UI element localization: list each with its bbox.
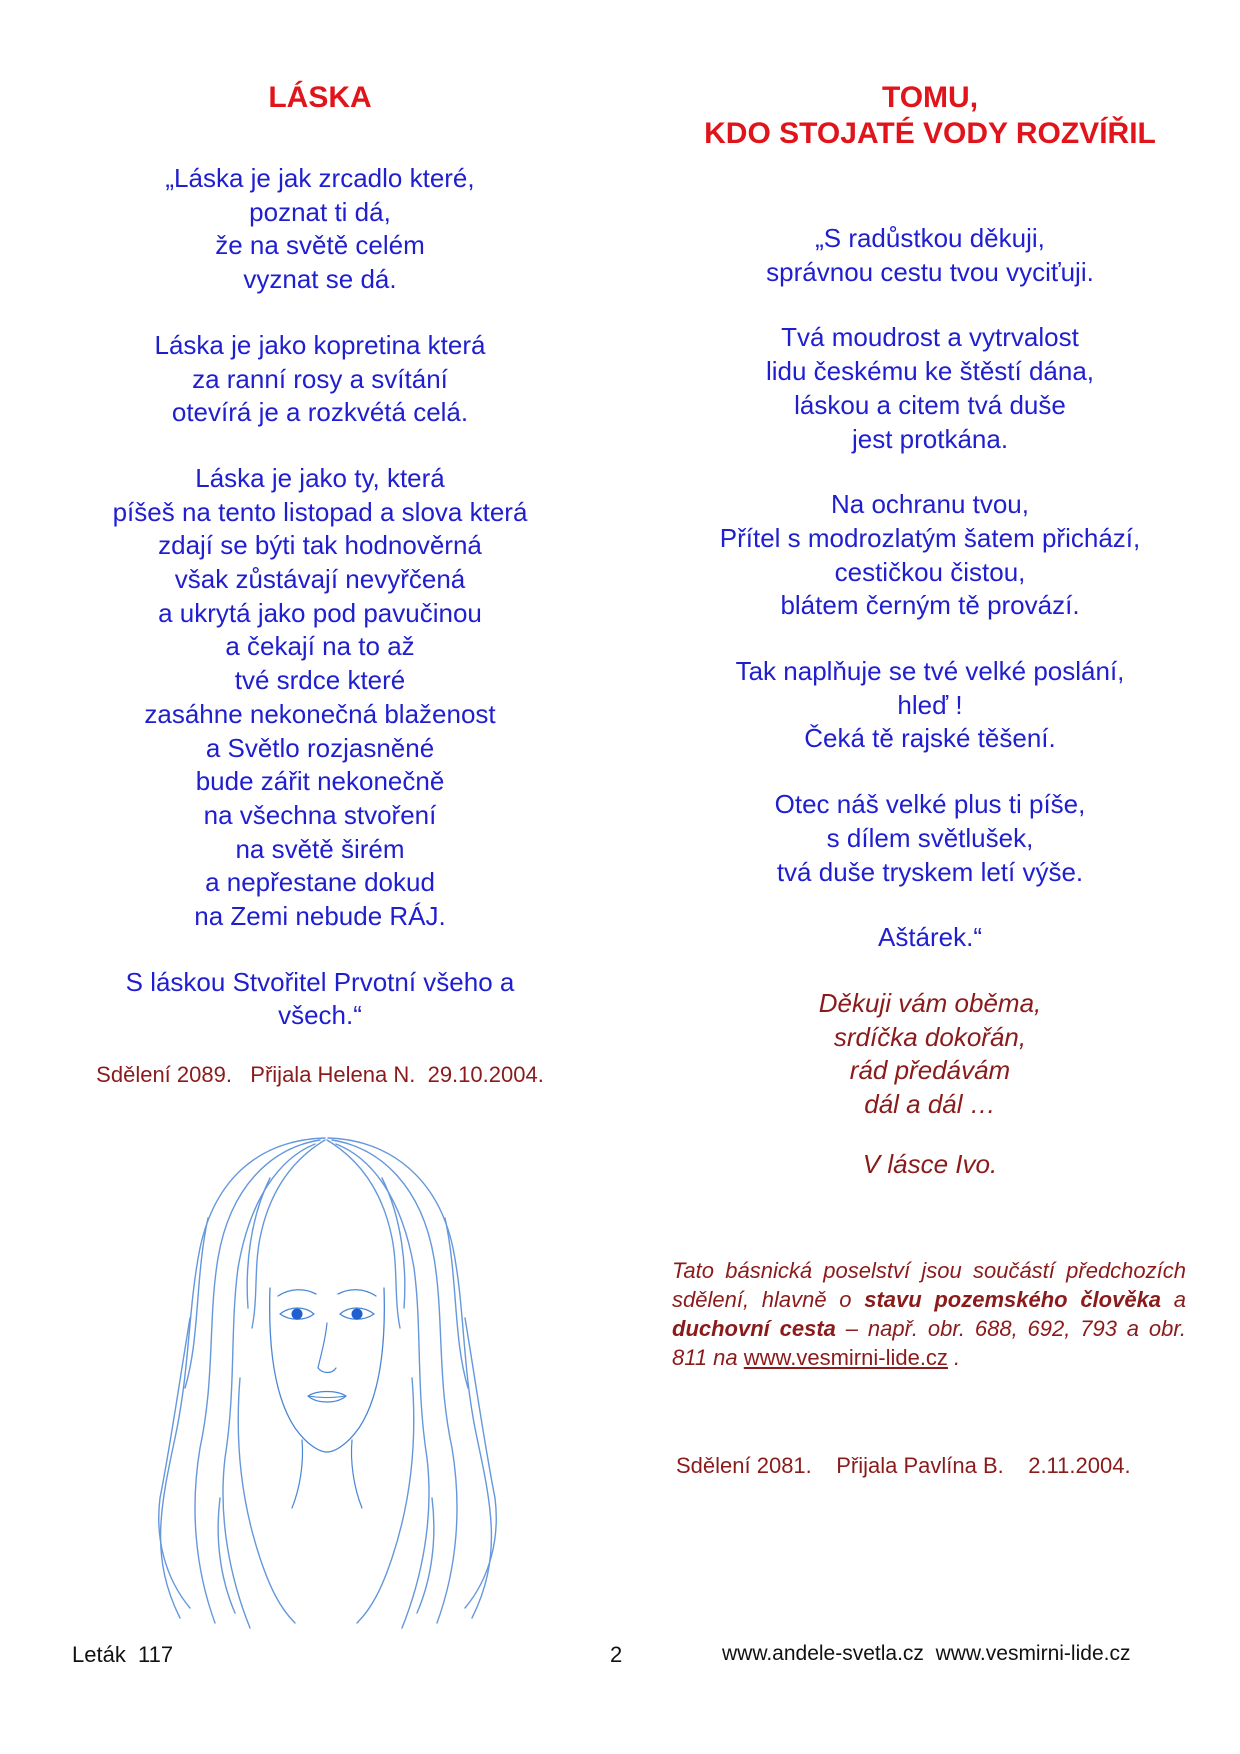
poem-line: zasáhne nekonečná blaženost [144, 698, 496, 729]
poem-line: však zůstávají nevyřčená [174, 564, 466, 595]
note-text: Tato básnická poselství jsou součástí předchozích sdělení, hlavně o [672, 1258, 1186, 1312]
poem-line: láskou a citem tvá duše [794, 389, 1066, 420]
dedication-line: srdíčka dokořán, [833, 1021, 1027, 1052]
signature: V lásce Ivo. [862, 1148, 998, 1179]
poem-line: tvá duše tryskem letí výše. [776, 856, 1084, 887]
note-text: . [947, 1345, 961, 1370]
poem-line: za ranní rosy a svítání [192, 363, 448, 394]
left-column [40, 0, 600, 1089]
right-column [650, 0, 1210, 1181]
poem-line: bude zářit nekonečně [195, 766, 445, 797]
poem-line: Láska je jako ty, která [195, 462, 445, 493]
poem-line: jest protkána. [851, 423, 1009, 454]
left-stanza-3 [40, 462, 600, 934]
note-bold: stavu pozemského člověka [864, 1287, 1162, 1312]
poem-line: a nepřestane dokud [205, 867, 435, 898]
poem-line: že na světě celém [215, 230, 425, 261]
left-stanza-1 [40, 162, 600, 297]
note-text: – např. obr. 688, 692, 793 a obr. 811 na [672, 1316, 1187, 1370]
poem-line: Přítel s modrozlatým šatem přichází, [719, 522, 1141, 553]
footer-websites[interactable]: www.andele-svetla.cz www.vesmirni-lide.cz [722, 1642, 1131, 1665]
poem-line: „S radůstkou děkuji, [815, 223, 1045, 253]
right-stanza-2 [650, 321, 1210, 456]
note-bold: duchovní cesta [672, 1316, 836, 1341]
poem-line: blátem černým tě provází. [780, 590, 1080, 621]
poem-line: vyznat se dá. [243, 264, 397, 295]
page-number: 2 [610, 1642, 623, 1667]
nose [318, 1323, 336, 1373]
left-source: Sdělení 2089. Přijala Helena N. 29.10.2004. [96, 1062, 544, 1088]
poem-line: poznat ti dá, [249, 196, 391, 227]
right-stanza-4 [650, 655, 1210, 756]
hair-strands [159, 1138, 497, 1628]
left-iris [292, 1309, 303, 1320]
face-outline [270, 1288, 385, 1452]
poem-line: správnou cestu tvou vyciťuji. [766, 256, 1094, 287]
poem-line: tvé srdce které [234, 665, 406, 696]
poem-line: a čekají na to až [225, 631, 415, 662]
right-stanza-5 [650, 788, 1210, 889]
dedication-line: Děkuji vám oběma, [818, 987, 1042, 1018]
poem-line: s dílem světlušek, [826, 822, 1034, 853]
poem-line: na Zemi nebude RÁJ. [194, 901, 446, 932]
left-stanza-2 [40, 329, 600, 430]
poem-line: „Láska je jak zrcadlo které, [165, 163, 475, 193]
dedication [650, 987, 1210, 1122]
poem-line: Na ochranu tvou, [830, 489, 1029, 520]
poem-line: a Světlo rozjasněné [205, 732, 435, 763]
poem-line: otevírá je a rozkvétá celá. [171, 397, 469, 428]
poem-line: na světě širém [235, 833, 405, 864]
note-paragraph [672, 1256, 1186, 1372]
left-stanza-4 [40, 966, 600, 1033]
neck-left [292, 1440, 303, 1508]
poem-line: S láskou Stvořitel Prvotní všeho a [125, 966, 515, 997]
neck-right [351, 1440, 362, 1508]
left-title: LÁSKA [268, 81, 372, 114]
poem-line: píšeš na tento listopad a slova která [112, 496, 528, 527]
poem-line: lidu českému ke štěstí dána, [765, 356, 1095, 387]
right-title-line: KDO STOJATÉ VODY ROZVÍŘIL [704, 117, 1156, 150]
right-iris [352, 1309, 363, 1320]
poem-line: Otec náš velké plus ti píše, [774, 789, 1086, 820]
note-text: a [1161, 1287, 1186, 1312]
poem-line: Tvá moudrost a vytrvalost [781, 322, 1079, 353]
right-poem [650, 222, 1210, 955]
left-poem [40, 162, 600, 1033]
woman-portrait-sketch [120, 1118, 530, 1638]
left-eyebrow [278, 1290, 316, 1296]
poem-line: a ukrytá jako pod pavučinou [158, 597, 482, 628]
dedication-line: dál a dál … [864, 1089, 996, 1120]
poem-line: na všechna stvoření [203, 799, 437, 830]
right-stanza-6 [650, 921, 1210, 955]
poem-line: Tak naplňuje se tvé velké poslání, [735, 656, 1125, 687]
right-eyebrow [338, 1290, 376, 1296]
poem-line: Čeká tě rajské těšení. [804, 723, 1056, 754]
lips-line [308, 1396, 346, 1398]
right-title-line: TOMU, [881, 81, 979, 114]
dedication-line: rád předávám [849, 1055, 1011, 1086]
right-stanza-1 [650, 222, 1210, 289]
poem-line: zdají se býti tak hodnověrná [158, 530, 482, 561]
poem-line: Aštárek.“ [877, 922, 983, 953]
website-link[interactable]: www.vesmirni-lide.cz [743, 1345, 948, 1370]
poem-line: cestičkou čistou, [834, 556, 1026, 587]
right-stanza-3 [650, 488, 1210, 623]
right-source: Sdělení 2081. Přijala Pavlína B. 2.11.2004. [676, 1453, 1131, 1478]
leaflet-number: Leták 117 [72, 1642, 174, 1667]
poem-line: všech.“ [278, 1000, 362, 1031]
poem-line: hleď ! [897, 689, 963, 720]
right-title [650, 80, 1210, 152]
poem-line: Láska je jako kopretina která [154, 329, 486, 360]
